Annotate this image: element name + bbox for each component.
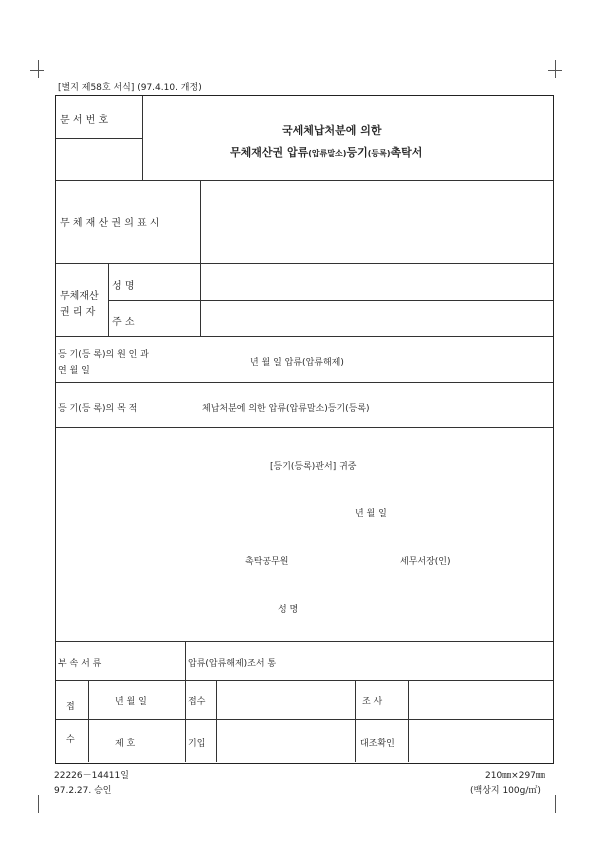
footer-paper-type: (백상지 100g/㎡) — [470, 786, 541, 796]
request-date[interactable]: 년 월 일 — [355, 509, 387, 519]
receipt-number-label: 제 호 — [115, 739, 136, 749]
form-title-line1: 국세체납처분에 의한 — [282, 124, 382, 137]
receipt-side-label-2: 수 — [66, 735, 75, 745]
addressee: [등기(등록)관서] 귀중 — [270, 462, 357, 472]
footer-approval-number: 22226－14411일 — [54, 771, 129, 781]
footer-paper-size: 210㎜×297㎜ — [485, 771, 545, 781]
crop-mark — [555, 60, 556, 78]
purpose-value: 체납처분에 의한 압류(압류말소)등기(등록) — [202, 404, 370, 414]
crop-mark — [555, 795, 556, 813]
entry-field[interactable] — [219, 722, 352, 759]
footer-approval-date: 97.2.27. 승인 — [54, 786, 112, 796]
receipt-date-label: 년 월 일 — [115, 697, 147, 707]
holder-label-1: 무체재산 — [60, 291, 99, 302]
entry-label: 기입 — [188, 739, 206, 749]
property-field[interactable] — [203, 184, 548, 260]
address-field[interactable] — [203, 303, 548, 333]
crop-mark — [30, 70, 44, 71]
name-field[interactable] — [203, 266, 548, 298]
compare-field[interactable] — [411, 722, 549, 759]
attachments-label: 부 속 서 류 — [58, 659, 102, 669]
crop-mark — [548, 70, 562, 71]
name-label: 성 명 — [112, 281, 135, 292]
attachments-value: 압류(압류해제)조서 통 — [188, 659, 277, 669]
receipt-label: 접수 — [188, 697, 206, 707]
form-title-line2: 무체재산권 압류(압류말소)등기(등록)촉탁서 — [230, 146, 423, 159]
receipt-field[interactable] — [219, 683, 352, 717]
doc-number-label: 문 서 번 호 — [60, 115, 109, 126]
cause-label-1: 등 기(등 록)의 원 인 과 — [58, 350, 149, 360]
name-signature-label: 성 명 — [278, 605, 299, 615]
office-head-label: 세무서장(인) — [400, 557, 451, 567]
crop-mark — [38, 795, 39, 813]
holder-label-2: 권 리 자 — [60, 307, 96, 318]
purpose-label: 등 기(등 록)의 목 적 — [58, 404, 138, 414]
form-reference: [별지 제58호 서식] (97.4.10. 개정) — [58, 83, 202, 93]
address-label: 주 소 — [112, 317, 135, 328]
receipt-side-label-1: 접 — [66, 702, 75, 712]
review-label: 조 사 — [362, 697, 383, 707]
compare-label: 대조확인 — [360, 739, 395, 749]
official-label: 촉탁공무원 — [245, 557, 289, 567]
property-label: 무 체 재 산 권 의 표 시 — [60, 218, 160, 229]
cause-label-2: 연 월 일 — [58, 366, 90, 376]
review-field[interactable] — [411, 683, 549, 717]
crop-mark — [38, 60, 39, 78]
cause-value[interactable]: 년 월 일 압류(압류해제) — [250, 358, 344, 368]
